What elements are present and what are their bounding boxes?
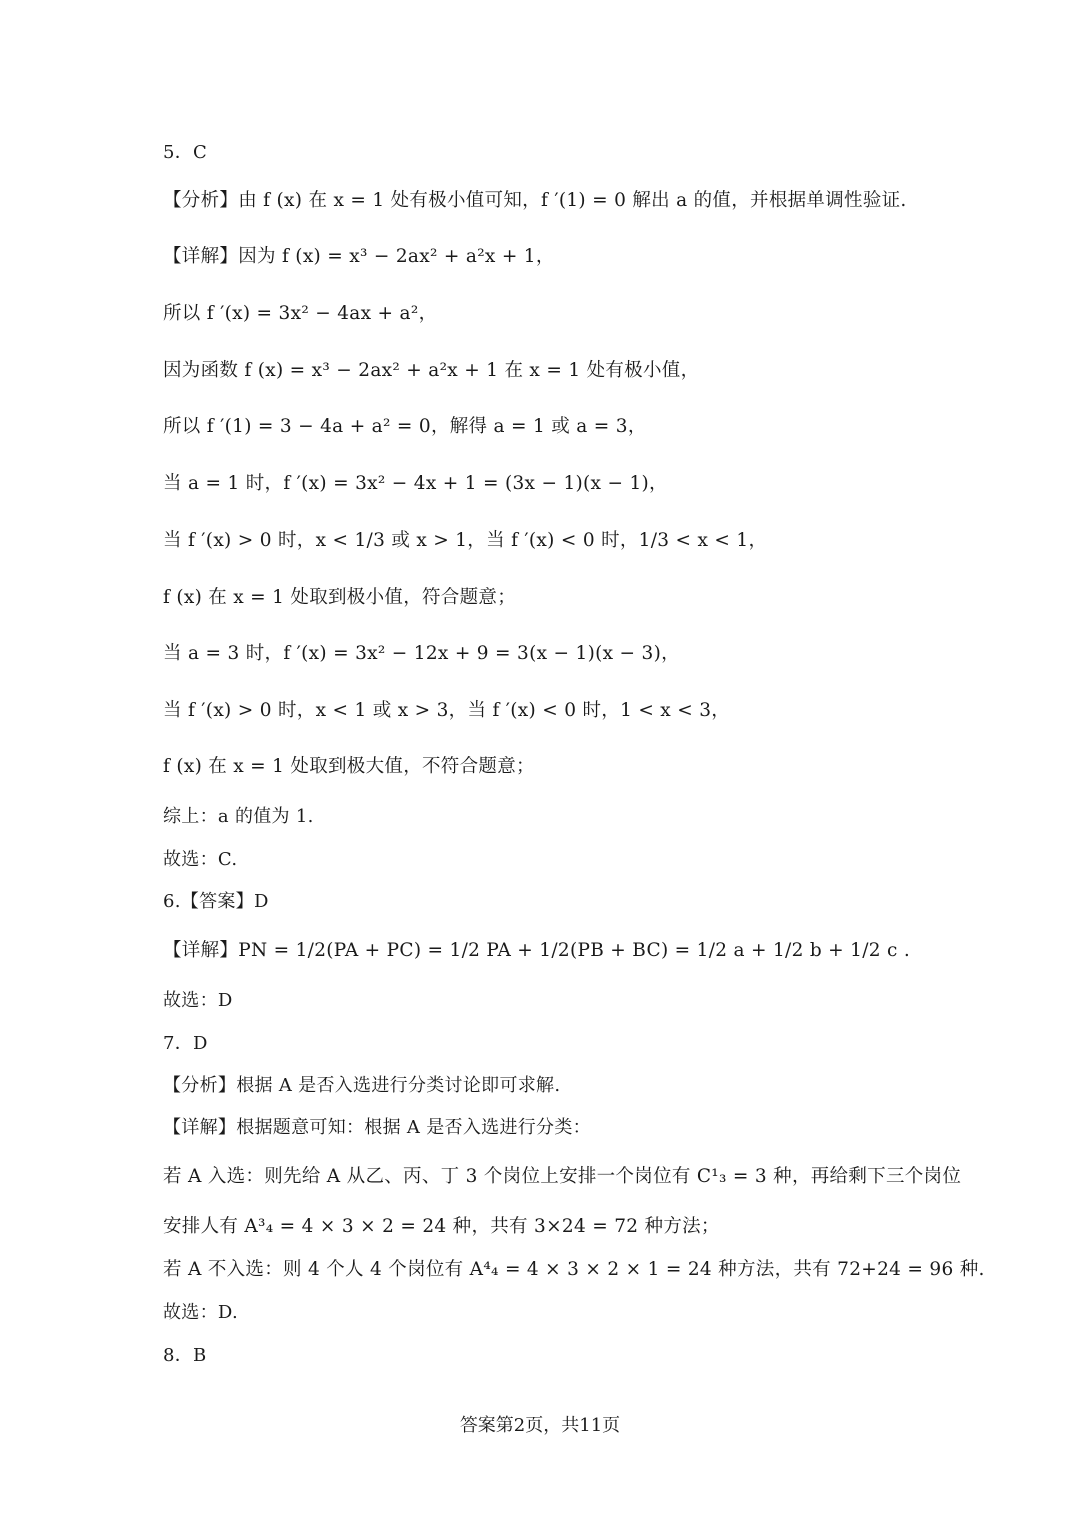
q5-solve-a: 所以 f ′(1) = 3 − 4a + a² = 0，解得 a = 1 或 a = 3， <box>163 416 647 437</box>
q5-case-a1-conclusion: f (x) 在 x = 1 处取到极小值，符合题意； <box>163 587 517 608</box>
q6-detail: 【详解】PN = 1/2(PA + PC) = 1/2 PA + 1/2(PB + BC) = 1/2 a + 1/2 b + 1/2 c . <box>163 940 911 961</box>
q5-detail-intro: 【详解】因为 f (x) = x³ − 2ax² + a²x + 1， <box>163 246 555 267</box>
q5-case-a3-monotonic: 当 f ′(x) > 0 时，x < 1 或 x > 3，当 f ′(x) < 0 时，1 < x < 3， <box>163 700 731 721</box>
q5-heading: 5．C <box>163 142 208 163</box>
q8-heading: 8．B <box>163 1345 207 1366</box>
q5-case-a1: 当 a = 1 时，f ′(x) = 3x² − 4x + 1 = (3x − 1)(x − 1)， <box>163 473 668 494</box>
q7-case-selected: 若 A 入选：则先给 A 从乙、丙、丁 3 个岗位上安排一个岗位有 C¹₃ = 3 种，再给剩下三个岗位 <box>163 1166 962 1187</box>
q5-case-a1-monotonic: 当 f ′(x) > 0 时，x < 1/3 或 x > 1，当 f ′(x) < 0 时，1/3 < x < 1， <box>163 530 768 551</box>
page-footer: 答案第2页，共11页 <box>459 1415 621 1436</box>
q6-choice: 故选：D <box>163 990 233 1011</box>
q7-detail-intro: 【详解】根据题意可知：根据 A 是否入选进行分类： <box>163 1117 591 1138</box>
q5-choice: 故选：C. <box>163 849 238 870</box>
q7-case-not-selected: 若 A 不入选：则 4 个人 4 个岗位有 A⁴₄ = 4 × 3 × 2 × 1 = 24 种方法，共有 72+24 = 96 种. <box>163 1259 985 1280</box>
q7-case-selected-cont: 安排人有 A³₄ = 4 × 3 × 2 = 24 种，共有 3×24 = 72 种方法； <box>163 1216 720 1237</box>
q5-case-a3: 当 a = 3 时，f ′(x) = 3x² − 12x + 9 = 3(x − 1)(x − 3)， <box>163 643 680 664</box>
q7-choice: 故选：D. <box>163 1302 239 1323</box>
q5-case-a3-conclusion: f (x) 在 x = 1 处取到极大值，不符合题意； <box>163 756 535 777</box>
q5-derivative: 所以 f ′(x) = 3x² − 4ax + a²， <box>163 303 438 324</box>
q6-heading: 6.【答案】D <box>163 891 269 912</box>
q5-analysis: 【分析】由 f (x) 在 x = 1 处有极小值可知，f ′(1) = 0 解出 a 的值，并根据单调性验证. <box>163 190 907 211</box>
q7-heading: 7．D <box>163 1033 208 1054</box>
q5-condition: 因为函数 f (x) = x³ − 2ax² + a²x + 1 在 x = 1 处有极小值， <box>163 360 700 381</box>
q5-summary: 综上：a 的值为 1. <box>163 806 314 827</box>
q7-analysis: 【分析】根据 A 是否入选进行分类讨论即可求解. <box>163 1075 561 1096</box>
